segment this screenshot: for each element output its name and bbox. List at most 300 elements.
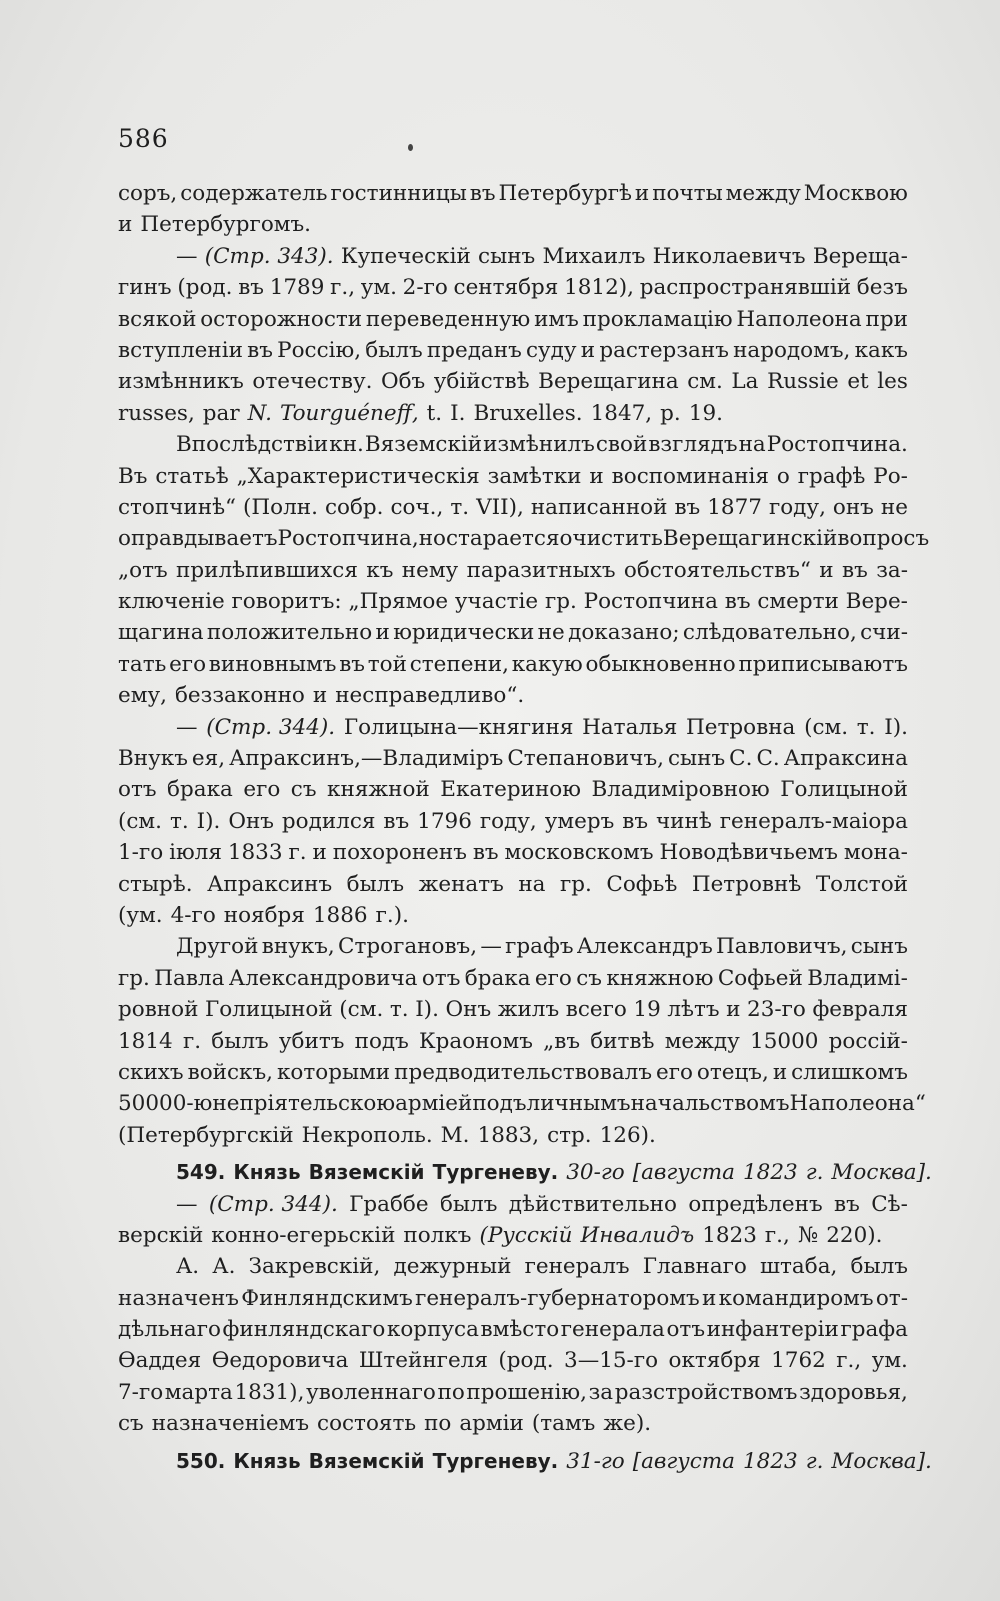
word: положительно	[206, 620, 373, 646]
word: Толстой	[815, 871, 908, 897]
word: слѣдовательно,	[682, 620, 857, 646]
word: въ	[622, 808, 649, 834]
word: С.	[729, 746, 753, 772]
word: жилъ	[497, 997, 560, 1023]
word: Ростопчина.	[766, 432, 908, 458]
word: написанной	[530, 494, 668, 520]
word: Москва].	[831, 1160, 932, 1186]
word: прошенію,	[466, 1379, 587, 1405]
word: финляндскаго	[222, 1317, 386, 1343]
word: Другой	[176, 934, 259, 960]
word: слишкомъ	[791, 1059, 908, 1085]
word: Степановичъ,	[507, 746, 664, 772]
word: С.	[756, 746, 780, 772]
word: Михаилъ	[542, 243, 646, 269]
word: измѣнилъ	[483, 432, 595, 458]
word: 15000	[750, 1028, 819, 1054]
word: скихъ	[118, 1059, 184, 1085]
word: измѣнникъ	[118, 369, 244, 395]
word: см.	[687, 369, 723, 395]
word: беззаконно	[174, 683, 305, 709]
text-line	[118, 335, 908, 366]
word: и	[772, 1059, 788, 1085]
word: взглядъ	[648, 432, 738, 458]
text-line	[118, 1251, 908, 1282]
word: очистить	[559, 526, 663, 552]
word: непріятельскою	[212, 1091, 396, 1117]
word: 1847,	[590, 400, 653, 426]
word: опредѣленъ	[688, 1191, 823, 1217]
word: т.	[389, 997, 409, 1023]
print-speck	[408, 144, 413, 151]
word: княжной	[327, 777, 430, 803]
word: г.,	[836, 1348, 862, 1374]
word: Владиміровною	[591, 777, 770, 803]
word: стопчинѣ“	[118, 494, 237, 520]
word: 1823	[743, 1448, 798, 1474]
word: Тургеневу.	[432, 1160, 559, 1185]
word: (см.	[339, 997, 384, 1023]
word: par	[202, 400, 240, 426]
word: какую	[511, 651, 583, 677]
word: (род.	[177, 275, 233, 301]
text-line	[118, 900, 908, 931]
word: ум.	[360, 275, 397, 301]
word: 19	[633, 997, 661, 1023]
word: конно-егерьскій	[211, 1222, 396, 1248]
word: I.	[450, 400, 466, 426]
word: сентября	[453, 275, 559, 301]
word: всякой	[118, 306, 197, 332]
word: воспоминанія	[611, 463, 769, 489]
word: между	[725, 181, 801, 206]
word: къ	[366, 557, 394, 583]
word: въ	[472, 840, 499, 866]
word: сынъ	[478, 243, 536, 269]
word: онъ	[832, 494, 874, 520]
word: отечеству.	[252, 369, 373, 395]
word: Верещагинскій	[662, 526, 838, 552]
word: убійствѣ	[433, 369, 530, 395]
word: 1789	[269, 275, 325, 301]
text-line	[118, 1026, 908, 1057]
word: ровной	[118, 997, 199, 1023]
word: Сѣ-	[871, 1191, 908, 1217]
word: №	[797, 1222, 819, 1248]
word: состоять	[317, 1411, 417, 1437]
word: 1823	[702, 1222, 757, 1248]
text-line	[118, 806, 908, 837]
text-line	[118, 1377, 908, 1408]
word: (Стр. 343).	[204, 243, 334, 269]
word: былъ	[850, 1254, 908, 1280]
word: графѣ	[797, 463, 866, 489]
word: предводительствовалъ	[394, 1059, 653, 1085]
text-line	[118, 1314, 908, 1345]
word: распространявшій	[639, 275, 852, 301]
word: о	[776, 463, 790, 489]
word: всего	[565, 997, 627, 1023]
word: гр.	[118, 965, 150, 991]
word: 1812),	[564, 275, 635, 301]
word: россій-	[828, 1028, 908, 1054]
word: полкъ	[403, 1222, 472, 1248]
word: кн.	[329, 432, 364, 458]
word: родился	[281, 808, 376, 834]
word: назначеніемъ	[151, 1411, 310, 1437]
word: Апраксина	[783, 746, 908, 772]
word: прокламацію	[582, 306, 733, 332]
word: году,	[768, 494, 826, 520]
word: Новодѣвичьемъ	[659, 840, 838, 866]
text-line	[118, 209, 908, 240]
word: Петербургѣ	[498, 181, 632, 206]
word: Екатериною	[440, 777, 581, 803]
word: командиромъ	[718, 1285, 874, 1311]
word: Внукъ	[118, 746, 188, 772]
word: подъ	[354, 1028, 409, 1054]
word: стырѣ.	[118, 871, 193, 897]
word: „Прямое	[348, 589, 449, 615]
word: I).	[884, 714, 908, 740]
word: брака	[464, 965, 531, 991]
word: растерзанъ	[599, 337, 729, 363]
word: т.	[856, 714, 876, 740]
word: Москвою	[803, 181, 908, 206]
word: его	[656, 1059, 693, 1085]
word: и	[312, 683, 328, 709]
word: ноября	[223, 902, 305, 928]
word: стр.	[547, 1122, 592, 1148]
word: Граббе	[349, 1191, 429, 1217]
text-line	[118, 1446, 932, 1477]
text-line	[118, 1283, 908, 1314]
word: 23-го	[747, 997, 806, 1023]
word: ум.	[871, 1348, 908, 1374]
word: собр.	[324, 494, 384, 520]
word: чинѣ	[655, 808, 712, 834]
word: 1877	[707, 494, 762, 520]
word: году,	[479, 808, 537, 834]
word: виновнымъ	[208, 651, 337, 677]
word: мона-	[843, 840, 908, 866]
word: et	[847, 369, 869, 395]
word: Александровича	[228, 965, 418, 991]
word: тать	[118, 651, 167, 677]
word: Объ	[380, 369, 426, 395]
word: уволеннаго	[306, 1379, 436, 1405]
word: Павла	[154, 965, 225, 991]
word: Апраксинъ	[207, 871, 333, 897]
word: Инвалидъ	[580, 1222, 695, 1248]
word: Москва].	[831, 1448, 932, 1474]
word: Вяземскій	[308, 1160, 425, 1185]
text-line	[118, 461, 908, 492]
text-line	[118, 1088, 926, 1119]
word: оправдываетъ	[118, 526, 278, 552]
word: Строгановъ,	[338, 934, 478, 960]
word: А.	[212, 1254, 236, 1280]
word: гинъ	[118, 275, 172, 301]
text-line	[118, 1408, 908, 1439]
word: статьѣ	[155, 463, 229, 489]
word: VII),	[476, 494, 524, 520]
word: Голицына—княгиня	[343, 714, 574, 740]
text-line	[118, 429, 908, 460]
word: вступленіи	[118, 337, 243, 363]
word: счи-	[860, 620, 908, 646]
word: княжною	[606, 965, 714, 991]
word: женатъ	[418, 871, 504, 897]
word: похороненъ	[332, 840, 467, 866]
word: былъ	[211, 1028, 269, 1054]
word: но	[418, 526, 446, 552]
word: и	[702, 1285, 717, 1311]
word: внукъ,	[261, 934, 335, 960]
word: (Русскій	[479, 1222, 573, 1248]
word: Князь	[233, 1448, 301, 1473]
word: I).	[415, 997, 439, 1023]
word: говоритъ:	[231, 589, 342, 615]
word: (Петербургскій	[118, 1122, 294, 1148]
word: Голицыной	[780, 777, 908, 803]
word: въ	[674, 494, 701, 520]
word: арміей	[395, 1091, 473, 1117]
word: безъ	[856, 275, 908, 301]
word: —	[176, 714, 198, 740]
word: Ростопчина,	[277, 526, 419, 552]
text-line	[118, 1120, 908, 1151]
word: соръ,	[118, 181, 178, 206]
word: Вяземскій	[308, 1448, 425, 1473]
text-line	[118, 994, 908, 1025]
word: соч.,	[390, 494, 444, 520]
word: т.	[450, 494, 470, 520]
word: брака	[167, 777, 233, 803]
word: осторожности	[200, 306, 363, 332]
word: Александръ	[576, 934, 713, 960]
word: La	[731, 369, 759, 395]
word: отецъ,	[696, 1059, 769, 1085]
word: штаба,	[760, 1254, 838, 1280]
word: же).	[603, 1411, 652, 1437]
word: генерала	[560, 1317, 665, 1343]
word: 1883,	[477, 1122, 540, 1148]
word: по	[424, 1411, 452, 1437]
text-line	[118, 366, 908, 397]
word: 19.	[688, 400, 723, 426]
word: переведенную	[365, 306, 531, 332]
word: не	[880, 494, 908, 520]
word: 50000-ю	[118, 1091, 213, 1117]
word: Наполеона	[736, 306, 862, 332]
word: по	[437, 1379, 465, 1405]
word: здоровья,	[799, 1379, 908, 1405]
word: 549.	[176, 1160, 226, 1185]
word: Tourguéneff,	[279, 400, 419, 426]
text-line	[118, 1189, 908, 1220]
text-line	[118, 617, 908, 648]
word: 1796	[417, 808, 472, 834]
word: 1831),	[234, 1379, 305, 1405]
word: приписываютъ	[738, 651, 908, 677]
word: личнымъ	[526, 1091, 631, 1117]
word: г.,	[330, 275, 356, 301]
word: обстоятельствъ“	[623, 557, 811, 583]
word: дежурный	[393, 1254, 512, 1280]
word: замѣтки	[487, 463, 582, 489]
word: от-	[875, 1285, 908, 1311]
word: въ	[247, 337, 273, 363]
word: сынъ	[667, 746, 726, 772]
word: Тургеневу.	[432, 1448, 559, 1473]
text-line	[118, 523, 930, 554]
text-line	[118, 680, 908, 711]
word: той	[367, 651, 407, 677]
word: г.).	[375, 902, 409, 928]
word: подъ	[472, 1091, 527, 1117]
word: былъ	[365, 337, 423, 363]
word: преданъ	[426, 337, 522, 363]
word: 1762	[771, 1348, 826, 1374]
word: 3—15-го	[564, 1348, 659, 1374]
word: Вяземскій	[364, 432, 483, 458]
word: гр.	[560, 871, 592, 897]
word: лѣтъ	[667, 997, 720, 1023]
word: имъ	[534, 306, 579, 332]
word: въ	[238, 275, 264, 301]
word: Петербургомъ.	[140, 212, 311, 238]
word: вопросъ	[837, 526, 930, 552]
word: ключеніе	[118, 589, 225, 615]
word: прилѣпившихся	[176, 557, 358, 583]
text-line	[118, 712, 908, 743]
word: за-	[876, 557, 908, 583]
word: —	[176, 243, 198, 269]
word: т.	[169, 808, 189, 834]
word: Князь	[233, 1160, 301, 1185]
word: Финляндскимъ	[241, 1285, 413, 1311]
word: не	[537, 620, 565, 646]
word: верскій	[118, 1222, 204, 1248]
word: 1814	[118, 1028, 173, 1054]
word: въ	[724, 589, 751, 615]
word: t.	[426, 400, 443, 426]
word: Ѳедоровича	[211, 1348, 349, 1374]
text-line	[118, 743, 908, 774]
word: смерти	[757, 589, 839, 615]
word: умеръ	[544, 808, 615, 834]
word: отъ	[421, 965, 461, 991]
word: февраля	[812, 997, 908, 1023]
word: участіе	[454, 589, 539, 615]
word: г.	[288, 840, 307, 866]
word: [августа	[632, 1448, 735, 1474]
word: въ	[383, 808, 410, 834]
word: инфантеріи	[706, 1317, 839, 1343]
word: p.	[660, 400, 681, 426]
word: 31-го	[566, 1448, 625, 1474]
word: Некрополь.	[301, 1122, 433, 1148]
word: Краономъ	[419, 1028, 533, 1054]
word: несправедливо“.	[335, 683, 525, 709]
word: 1886	[312, 902, 368, 928]
word: 1823	[743, 1160, 798, 1186]
word: —	[176, 1191, 198, 1217]
word: Россію,	[277, 337, 362, 363]
word: юридически	[393, 620, 535, 646]
word: Въ	[118, 463, 148, 489]
word: Апраксинъ,—Владиміръ	[229, 746, 504, 772]
word: гр.	[544, 589, 577, 615]
word: въ	[469, 181, 496, 206]
word: и	[819, 557, 834, 583]
text-line	[118, 963, 908, 994]
word: 7-го	[118, 1379, 164, 1405]
word: Верещa-	[812, 243, 908, 269]
word: отъ	[666, 1317, 706, 1343]
word: отъ	[118, 777, 157, 803]
word: въ	[834, 1191, 860, 1217]
text-line	[118, 1157, 932, 1188]
text-line	[118, 1345, 908, 1376]
word: 1833	[227, 840, 283, 866]
word: 1-го	[118, 840, 164, 866]
word: Верещагина	[538, 369, 679, 395]
word: N.	[247, 400, 272, 426]
word: Наталья	[582, 714, 678, 740]
word: Онъ	[445, 997, 492, 1023]
word: вмѣсто	[480, 1317, 560, 1343]
word: свой	[595, 432, 648, 458]
word: народомъ,	[733, 337, 851, 363]
word: и	[118, 212, 133, 238]
word: и	[580, 337, 596, 363]
word: былъ	[346, 871, 405, 897]
word: (род.	[498, 1348, 554, 1374]
word: 2-го	[402, 275, 448, 301]
word: назначенъ	[118, 1285, 239, 1311]
page-number: 586	[118, 124, 169, 153]
word: какъ	[854, 337, 908, 363]
word: (см.	[804, 714, 849, 740]
word: въ	[842, 557, 868, 583]
text-line	[118, 869, 908, 900]
word: корпуса	[386, 1317, 479, 1343]
word: Ростопчина	[583, 589, 718, 615]
word: Софьѣ	[606, 871, 678, 897]
word: Ѳаддея	[118, 1348, 202, 1374]
word: его	[534, 965, 572, 991]
word: битвѣ	[590, 1028, 655, 1054]
word: 220).	[826, 1222, 883, 1248]
page-text	[118, 178, 932, 1477]
word: Ро-	[873, 463, 908, 489]
word: которыми	[276, 1059, 391, 1085]
word: при	[865, 306, 908, 332]
word: Наполеона“	[789, 1091, 926, 1117]
word: 4-го	[170, 902, 216, 928]
word: г.,	[764, 1222, 790, 1248]
word: іюля	[169, 840, 222, 866]
word: Владимі-	[807, 965, 908, 991]
word: Bruxelles.	[473, 400, 583, 426]
word: Онъ	[228, 808, 274, 834]
word: г.	[805, 1448, 824, 1474]
word: графъ	[505, 934, 574, 960]
word: суду	[525, 337, 577, 363]
text-line	[118, 492, 908, 523]
